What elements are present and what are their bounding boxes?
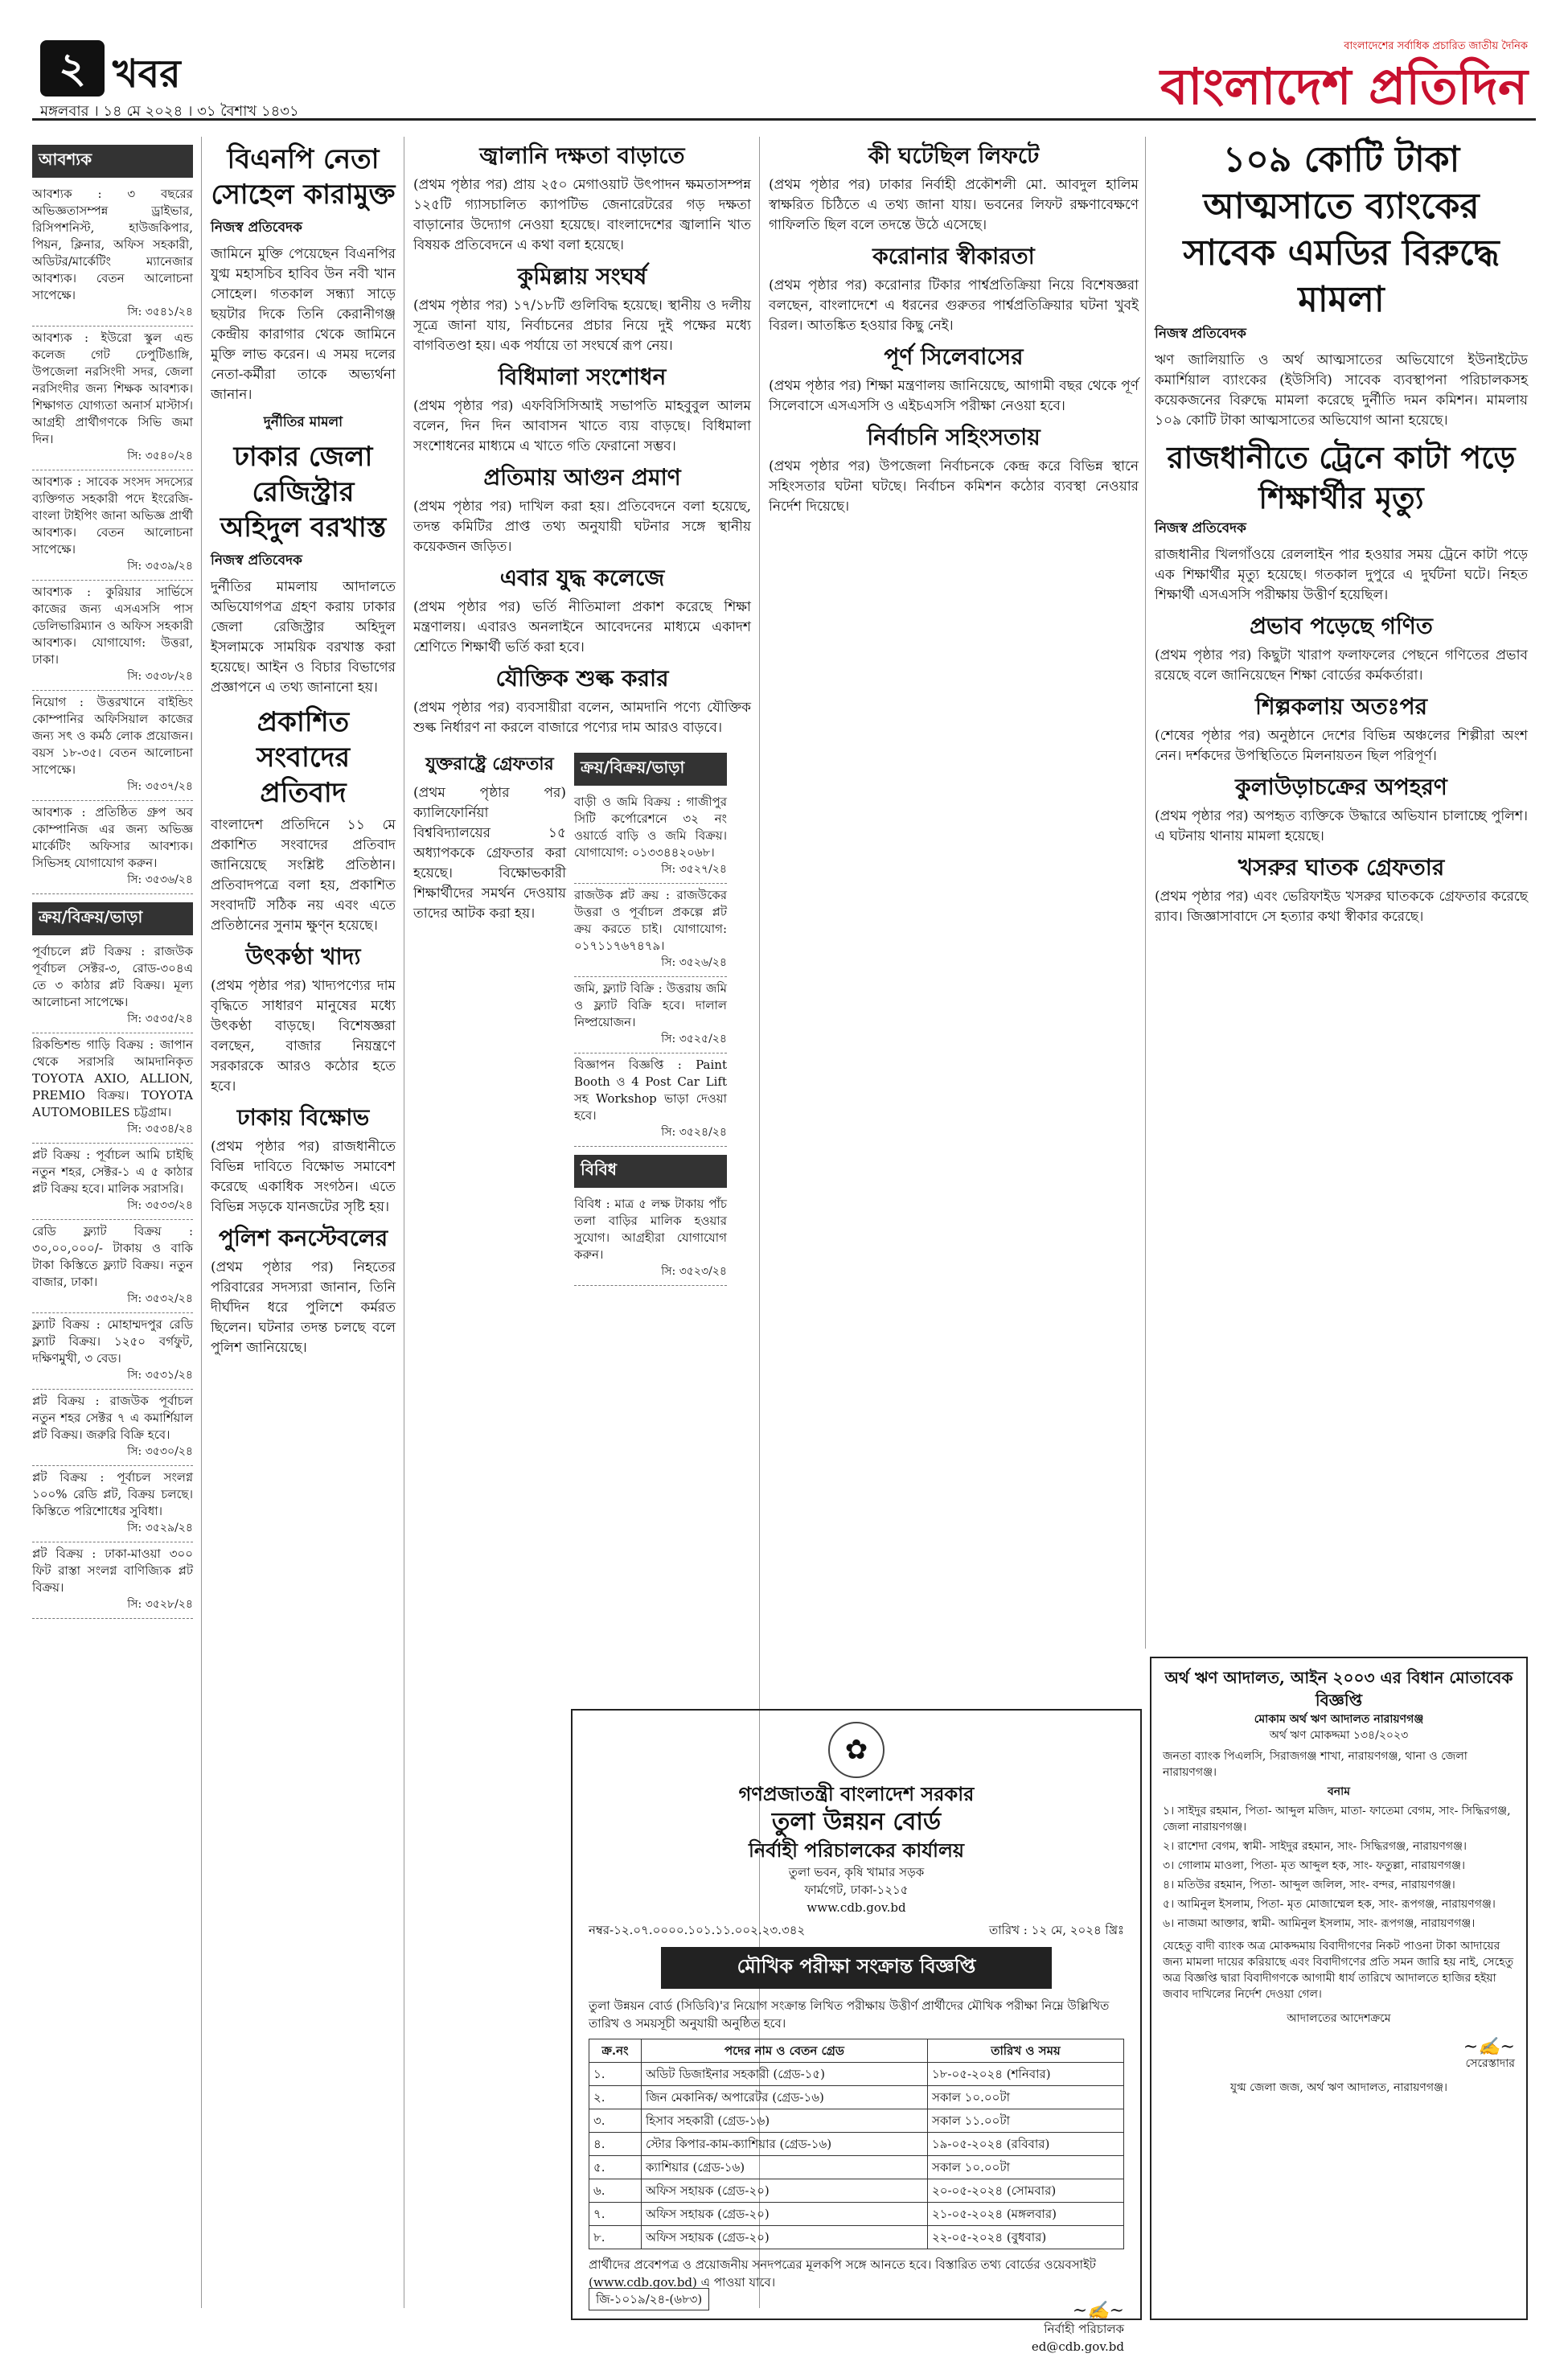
- table-cell-date: ২০-০৫-২০২৪ (সোমবার): [927, 2179, 1123, 2203]
- story-body: দুর্নীতির মামলায় আদালতে অভিযোগপত্র গ্রহণ করায় ঢাকার জেলা রেজিস্ট্রার অহিদুল ইসলামকে সাময়িক বরখাস্ত করা হয়েছে। আইন ও বিচার বিভাগের প্রজ্ঞাপনে এ তথ্য জানানো হয়।: [211, 579, 396, 696]
- byline: নিজস্ব প্রতিবেদক: [1155, 326, 1246, 342]
- table-cell-post: অফিস সহায়ক (গ্রেড-২০): [641, 2179, 927, 2203]
- ad-text: প্লট বিক্রয় : ঢাকা-মাওয়া ৩০০ ফিট রাস্তা সংলগ্ন বাণিজ্যিক প্লট বিক্রয়।: [32, 1546, 193, 1595]
- page-number: ২: [40, 40, 105, 97]
- ad-text: প্লট বিক্রয় : পূর্বাচল আমি চাইছি নতুন শহর, সেক্টর-১ এ ৫ কাঠার প্লট বিক্রয় হবে। মালিক সরাসরি।: [32, 1148, 193, 1196]
- classified-ad: [32, 691, 193, 801]
- table-cell-post: ক্যাশিয়ার (গ্রেড-১৬): [641, 2156, 927, 2179]
- table-cell-sl: ১.: [589, 2063, 642, 2086]
- news-column-2: [211, 137, 396, 1365]
- table-cell-post: জিন মেকানিক/ অপারেটর (গ্রেড-১৬): [641, 2086, 927, 2109]
- byline: নিজস্ব প্রতিবেদক: [1155, 520, 1246, 536]
- legal-case: অর্থ ঋণ মোকদ্দমা ১৩৪/২০২৩: [1269, 1729, 1409, 1742]
- table-cell-sl: ২.: [589, 2086, 642, 2109]
- government-notice: [571, 1709, 1142, 2354]
- column-header: তারিখ ও সময়: [927, 2039, 1123, 2063]
- table-cell-sl: ৪.: [589, 2133, 642, 2156]
- table-row: [589, 2179, 1124, 2203]
- table-header-row: [589, 2039, 1124, 2063]
- story-body: (প্রথম পৃষ্ঠার পর) উপজেলা নির্বাচনকে কেন্দ্র করে বিভিন্ন স্থানে সহিংসতার ঘটনা ঘটছে। নির্বাচন কমিশন কঠোর ব্যবস্থা নেওয়ার নির্দেশ দিয়েছে।: [769, 458, 1139, 515]
- signature: ~✍~: [1463, 2037, 1515, 2057]
- sale-list: [32, 940, 193, 1619]
- classified-ad: [32, 1144, 193, 1220]
- headline: বিএনপি নেতা সোহেল কারামুক্ত: [211, 143, 396, 211]
- ad-ref: সি: ৩৫৩৬/২৪: [127, 873, 193, 886]
- classified-heading: বিবিধ: [574, 1155, 727, 1188]
- story-body: (প্রথম পৃষ্ঠার পর) দাখিল করা হয়। প্রতিবেদনে বলা হয়েছে, তদন্ত কমিটির প্রাপ্ত তথ্য অনুযায়ী ঘটনার সঙ্গে স্থানীয় কয়েকজন জড়িত।: [413, 499, 751, 555]
- sub-column-classifieds: [574, 745, 727, 1286]
- table-row: [589, 2109, 1124, 2133]
- table-row: [589, 2063, 1124, 2086]
- ad-ref: সি: ৩৫২৪/২৪: [661, 1126, 727, 1139]
- headline: উৎকণ্ঠা খাদ্য: [245, 943, 361, 970]
- headline: প্রভাব পড়েছে গণিত: [1250, 613, 1433, 639]
- classified-list: [574, 791, 727, 1147]
- ad-text: নিয়োগ : উত্তরখানে বাইন্ডিং কোম্পানির অফিসিয়াল কাজের জন্য সৎ ও কর্মঠ লোক প্রয়োজন। বয়স ১৮-৩৫। বেতন আলোচনা সাপেক্ষে।: [32, 695, 193, 777]
- classified-ad: [32, 1542, 193, 1619]
- classified-ad: [32, 940, 193, 1033]
- ad-ref: সি: ৩৫৩২/২৪: [127, 1292, 193, 1305]
- notice-gov: গণপ্রজাতন্ত্রী বাংলাদেশ সরকার: [738, 1782, 975, 1805]
- ad-text: বিবিধ : মাত্র ৫ লক্ষ টাকায় পাঁচ তলা বাড়ির মালিক হওয়ার সুযোগ। আগ্রহীরা যোগাযোগ করুন।: [574, 1197, 727, 1262]
- headline: ঢাকায় বিক্ষোভ: [236, 1104, 370, 1131]
- notice-memo: নম্বর-১২.০৭.০০০০.১০১.১১.০০২.২৩.৩৪২: [589, 1923, 806, 1937]
- story-body: রাজধানীর খিলগাঁওয়ে রেললাইন পার হওয়ার সময় ট্রেনে কাটা পড়ে এক শিক্ষার্থীর মৃত্যু হয়েছে। গতকাল দুপুরে এ দুর্ঘটনা ঘটে। নিহত শিক্ষার্থী এসএসসি পরীক্ষায় উত্তীর্ণ হয়েছিল।: [1155, 547, 1528, 603]
- table-cell-date: সকাল ১০.০০টা: [927, 2156, 1123, 2179]
- column-divider: [201, 137, 202, 2308]
- classified-heading-sale: ক্রয়/বিক্রয়/ভাড়া: [32, 902, 193, 935]
- story-body: (প্রথম পৃষ্ঠার পর) করোনার টিকার পার্শ্বপ্রতিক্রিয়া নিয়ে বিশেষজ্ঞরা বলছেন, বাংলাদেশে এ ধরনের গুরুতর পার্শ্বপ্রতিক্রিয়ার ঘটনা খুবই বিরল। আতঙ্কিত হওয়ার কিছু নেই।: [769, 277, 1139, 334]
- masthead-tagline: বাংলাদেশের সর্বাধিক প্রচারিত জাতীয় দৈনিক: [1344, 40, 1528, 52]
- notice-address-1: তুলা ভবন, কৃষি খামার সড়ক: [788, 1865, 925, 1879]
- headline: নির্বাচনি সহিংসতায়: [867, 424, 1041, 450]
- news-column-5: [1155, 137, 1528, 934]
- headline: পুলিশ কনস্টেবলের: [218, 1225, 388, 1251]
- table-cell-date: ২১-০৫-২০২৪ (মঙ্গলবার): [927, 2203, 1123, 2226]
- news-column-4: [769, 137, 1139, 524]
- classified-heading: ক্রয়/বিক্রয়/ভাড়া: [574, 753, 727, 786]
- story-body: বাংলাদেশ প্রতিদিনে ১১ মে প্রকাশিত সংবাদের প্রতিবাদ জানিয়েছে সংশ্লিষ্ট প্রতিষ্ঠান। প্রতিবাদপত্রে বলা হয়, প্রকাশিত সংবাদটি সঠিক নয় এবং এতে প্রতিষ্ঠানের সুনাম ক্ষুণ্ন হয়েছে।: [211, 817, 396, 934]
- legal-signature-block: [1163, 2039, 1515, 2072]
- ad-ref: সি: ৩৫৩১/২৪: [127, 1369, 193, 1382]
- classified-ad: [32, 1390, 193, 1466]
- ad-ref: সি: ৩৫২৩/২৪: [661, 1265, 727, 1278]
- story-body: জামিনে মুক্তি পেয়েছেন বিএনপির যুগ্ম মহাসচিব হাবিব উন নবী খান সোহেল। গতকাল সন্ধ্যা সাড়ে ছয়টার দিকে তিনি কেরানীগঞ্জ কেন্দ্রীয় কারাগার থেকে জামিনে মুক্তি লাভ করেন। এ সময় দলের নেতা-কর্মীরা তাকে অভ্যর্থনা জানান।: [211, 246, 396, 403]
- headline: ঢাকার জেলা রেজিস্ট্রার অহিদুল বরখাস্ত: [220, 441, 387, 544]
- table-cell-post: অফিস সহায়ক (গ্রেড-২০): [641, 2203, 927, 2226]
- ad-ref: সি: ৩৫৩০/২৪: [127, 1445, 193, 1458]
- ad-text: রাজউক প্লট ক্রয় : রাজউকের উত্তরা ও পূর্বাচল প্রকল্পে প্লট ক্রয় করতে চাই। যোগাযোগ: ০১৭১১৭৬৭৪৭৯।: [574, 888, 727, 953]
- byline: নিজস্ব প্রতিবেদক: [211, 552, 302, 569]
- byline: নিজস্ব প্রতিবেদক: [211, 220, 302, 236]
- table-cell-date: সকাল ১০.০০টা: [927, 2086, 1123, 2109]
- table-cell-date: ১৮-০৫-২০২৪ (শনিবার): [927, 2063, 1123, 2086]
- story-body: (প্রথম পৃষ্ঠার পর) রাজধানীতে বিভিন্ন দাবিতে বিক্ষোভ সমাবেশ করেছে একাধিক সংগঠন। এতে বিভিন্ন সড়কে যানজটের সৃষ্টি হয়।: [211, 1139, 396, 1215]
- defendant-entry: ৪। মতিউর রহমান, পিতা- আব্দুল জলিল, সাং- বন্দর, নারায়ণগঞ্জ।: [1163, 1879, 1455, 1891]
- ad-ref: সি: ৩৫২৯/২৪: [127, 1522, 193, 1534]
- column-header: ক্র.নং: [589, 2039, 642, 2063]
- headline: যুক্তরাষ্ট্রে গ্রেফতার: [425, 754, 554, 774]
- classified-ad: [32, 1033, 193, 1144]
- table-cell-post: অডিট ডিজাইনার সহকারী (গ্রেড-১৫): [641, 2063, 927, 2086]
- classified-ad: [32, 801, 193, 894]
- headline: করোনার স্বীকারতা: [872, 243, 1035, 269]
- table-cell-date: ১৯-০৫-২০২৪ (রবিবার): [927, 2133, 1123, 2156]
- ad-ref: সি: ৩৫৩৫/২৪: [127, 1012, 193, 1025]
- classified-ad: [32, 1466, 193, 1542]
- ad-text: বাড়ী ও জমি বিক্রয় : গাজীপুর সিটি কর্পোরেশনে ৩২ নং ওয়ার্ডে বাড়ি ও জমি বিক্রয়। যোগাযোগ: ০১৩৩৪৪২০৬৮।: [574, 795, 727, 860]
- headline: বিধিমালা সংশোধন: [498, 363, 667, 390]
- story-body: ঋণ জালিয়াতি ও অর্থ আত্মসাতের অভিযোগে ইউনাইটেড কমার্শিয়াল ব্যাংকের (ইউসিবি) সাবেক ব্যবস্থাপনা পরিচালকসহ কয়েকজনের বিরুদ্ধে মামলা করেছে দুর্নীতি দমন কমিশন। মামলায় ১০৯ কোটি টাকা আত্মসাতের অভিযোগ আনা হয়েছে।: [1155, 352, 1528, 429]
- table-cell-sl: ৬.: [589, 2179, 642, 2203]
- news-column-3: [413, 137, 751, 1286]
- story-body: (প্রথম পৃষ্ঠার পর) ভর্তি নীতিমালা প্রকাশ করেছে শিক্ষা মন্ত্রণালয়। এবারও অনলাইনে আবেদনের মাধ্যমে একাদশ শ্রেণিতে শিক্ষার্থী ভর্তি করা হবে।: [413, 599, 751, 655]
- story-body: (প্রথম পৃষ্ঠার পর) এবং ভেরিফাইড খসরুর ঘাতককে গ্রেফতার করেছে র‌্যাব। জিজ্ঞাসাবাদে সে হত্যার কথা স্বীকার করেছে।: [1155, 889, 1528, 925]
- ad-ref: সি: ৩৫৩৭/২৪: [127, 780, 193, 793]
- sub-column: [413, 745, 566, 930]
- ad-text: আবশ্যক : সাবেক সংসদ সদস্যের ব্যক্তিগত সহকারী পদে ইংরেজি-বাংলা টাইপিং জানা অভিজ্ঞ প্রার্থী আবশ্যক। বেতন আলোচনা সাপেক্ষে।: [32, 474, 193, 557]
- notice-address-2: ফার্মগেট, ঢাকা-১২১৫: [804, 1883, 909, 1897]
- ad-text: আবশ্যক : কুরিয়ার সার্ভিসে কাজের জন্য এসএসসি পাস ডেলিভারিম্যান ও অফিস সহকারী আবশ্যক। যোগাযোগ: উত্তরা, ঢাকা।: [32, 585, 193, 667]
- notice-memo-row: [589, 1921, 1124, 1939]
- story-body: (প্রথম পৃষ্ঠার পর) এফবিসিসিআই সভাপতি মাহবুবুল আলম বলেন, দিন দিন আবাসন খাতে ব্যয় বাড়ছে। বিধিমালা সংশোধনের মাধ্যমে এ খাতে গতি ফেরানো সম্ভব।: [413, 398, 751, 454]
- headline: জ্বালানি দক্ষতা বাড়াতে: [479, 142, 685, 169]
- ad-text: রেডি ফ্ল্যাট বিক্রয় : ৩০,০০,০০০/- টাকায় ও বাকি টাকা কিস্তিতে ফ্ল্যাট বিক্রয়। নতুন বাজার, ঢাকা।: [32, 1224, 193, 1289]
- column-divider: [1145, 137, 1146, 1649]
- masthead: [1160, 39, 1528, 118]
- story-body: (প্রথম পৃষ্ঠার পর) প্রায় ২৫০ মেগাওয়াট উৎপাদন ক্ষমতাসম্পন্ন ১২৫টি গ্যাসচালিত ক্যাপটিভ জেনারেটরের গড় দক্ষতা বাড়ানোর উদ্যোগ নেওয়া হয়েছে। বাংলাদেশের জ্বালানি খাত বিষয়ক প্রতিবেদনে এ কথা বলা হয়েছে।: [413, 177, 751, 253]
- notice-website: www.cdb.gov.bd: [807, 1900, 906, 1915]
- table-row: [589, 2226, 1124, 2249]
- notice-sign: নির্বাহী পরিচালক: [1044, 2322, 1124, 2336]
- defendant-entry: ১। সাইদুর রহমান, পিতা- আব্দুল মজিদ, মাতা- ফাতেমা বেগম, সাং- সিদ্ধিরগঞ্জ, জেলা নারায়ণগঞ্জ।: [1163, 1805, 1511, 1834]
- headline: কুলাউড়াচক্রের অপহরণ: [1235, 774, 1447, 800]
- classified-ad: [32, 1313, 193, 1390]
- table-row: [589, 2156, 1124, 2179]
- ad-text: জমি, ফ্ল্যাট বিক্রি : উত্তরায় জমি ও ফ্ল্যাট বিক্রি হবে। দালাল নিষ্প্রয়োজন।: [574, 981, 727, 1029]
- legal-versus: বনাম: [1328, 1785, 1350, 1798]
- masthead-logo: বাংলাদেশ প্রতিদিন: [1160, 57, 1528, 116]
- notice-date: তারিখ : ১২ মে, ২০২৪ খ্রিঃ: [989, 1923, 1124, 1937]
- ad-text: আবশ্যক : প্রতিষ্ঠিত গ্রুপ অব কোম্পানিজ এর জন্য অভিজ্ঞ মার্কেটিং অফিসার আবশ্যক। সিভিসহ যোগাযোগ করুন।: [32, 805, 193, 870]
- newspaper-page: [32, 32, 1536, 2354]
- table-row: [589, 2133, 1124, 2156]
- story-body: (প্রথম পৃষ্ঠার পর) ব্যবসায়ীরা বলেন, আমদানি পণ্যে যৌক্তিক শুল্ক নির্ধারণ না করলে বাজারে পণ্যের দাম আরও বাড়বে।: [413, 700, 751, 736]
- legal-footer: যুগ্ম জেলা জজ, অর্থ ঋণ আদালত, নারায়ণগঞ্জ।: [1230, 2081, 1447, 2094]
- table-cell-date: সকাল ১১.০০টা: [927, 2109, 1123, 2133]
- table-cell-sl: ৩.: [589, 2109, 642, 2133]
- table-cell-date: ২২-০৫-২০২৪ (বুধবার): [927, 2226, 1123, 2249]
- defendant-entry: ২। রাশেদা বেগম, স্বামী- সাইদুর রহমান, সাং- সিদ্ধিরগঞ্জ, নারায়ণগঞ্জ।: [1163, 1840, 1467, 1853]
- defendant-list: [1163, 1803, 1515, 1932]
- headline: প্রতিমায় আগুন প্রমাণ: [483, 464, 681, 491]
- ad-ref: সি: ৩৫৩৮/২৪: [127, 670, 193, 683]
- headline: খসরুর ঘাতক গ্রেফতার: [1238, 854, 1445, 881]
- classified-ad: [32, 470, 193, 581]
- court-notice: [1150, 1657, 1528, 2320]
- story-body: (প্রথম পৃষ্ঠার পর) ১৭/১৮টি গুলিবিদ্ধ হয়েছে। স্থানীয় ও দলীয় সূত্রে জানা যায়, নির্বাচনের প্রচার নিয়ে দুই পক্ষের মধ্যে বাগবিতণ্ডা হয়। এক পর্যায়ে তা সংঘর্ষে রূপ নেয়।: [413, 298, 751, 354]
- classified-ad: [574, 977, 727, 1054]
- classified-ad: [574, 791, 727, 884]
- table-cell-post: হিসাব সহকারী (গ্রেড-১৬): [641, 2109, 927, 2133]
- legal-title: অর্থ ঋণ আদালত, আইন ২০০৩ এর বিধান মোতাবেক বিজ্ঞপ্তি: [1164, 1668, 1513, 1710]
- story-body: (প্রথম পৃষ্ঠার পর) কিছুটা খারাপ ফলাফলের পেছনে গণিতের প্রভাব রয়েছে বলে জানিয়েছেন শিক্ষা বোর্ডের কর্মকর্তারা।: [1155, 647, 1528, 684]
- classified-ad: [32, 581, 193, 691]
- ad-text: প্লট বিক্রয় : রাজউক পূর্বাচল নতুন শহর সেক্টর ৭ এ কমার্শিয়াল প্লট বিক্রয়। জরুরি বিক্রি হবে।: [32, 1394, 193, 1442]
- table-cell-sl: ৮.: [589, 2226, 642, 2249]
- dateline: মঙ্গলবার । ১৪ মে ২০২৪ । ৩১ বৈশাখ ১৪৩১: [40, 103, 299, 120]
- notice-footer: প্রার্থীদের প্রবেশপত্র ও প্রয়োজনীয় সনদপত্রের মূলকপি সঙ্গে আনতে হবে। বিস্তারিত তথ্য বোর্ডের ওয়েবসাইট (www.cdb.gov.bd) এ পাওয়া যাবে।: [589, 2257, 1096, 2290]
- legal-court: মোকাম অর্থ ঋণ আদালত নারায়ণগঞ্জ: [1254, 1713, 1424, 1726]
- ad-text: আবশ্যক : ইউরো স্কুল এন্ড কলেজ গেট ঢেপুটিঙাঙ্গি, উপজেলা নরসিংদী সদর, জেলা নরসিংদীর জন্য শিক্ষক আবশ্যক। শিক্ষাগত যোগ্যতা অনার্স মাস্টার্স। আগ্রহী প্রার্থীগণকে সিভি জমা দিন।: [32, 331, 193, 446]
- classified-ad: [32, 1220, 193, 1313]
- ad-ref: সি: ৩৫২৭/২৪: [661, 863, 727, 876]
- story-body: (প্রথম পৃষ্ঠার পর) শিক্ষা মন্ত্রণালয় জানিয়েছে, আগামী বছর থেকে পূর্ণ সিলেবাসে এসএসসি ও এইচএসসি পরীক্ষা নেওয়া হবে।: [769, 378, 1139, 414]
- notice-org: তুলা উন্নয়ন বোর্ড: [771, 1808, 942, 1836]
- government-emblem-icon: ✿: [828, 1722, 885, 1778]
- legal-order: আদালতের আদেশক্রমে: [1287, 2012, 1391, 2025]
- legal-seal: সেরেস্তাদার: [1465, 2057, 1515, 2070]
- table-cell-sl: ৭.: [589, 2203, 642, 2226]
- notice-banner: মৌখিক পরীক্ষা সংক্রান্ত বিজ্ঞপ্তি: [661, 1947, 1052, 1989]
- legal-plaintiff: জনতা ব্যাংক পিএলসি, সিরাজগঞ্জ শাখা, নারায়ণগঞ্জ, থানা ও জেলা নারায়ণগঞ্জ।: [1163, 1750, 1467, 1779]
- classified-ad: [574, 884, 727, 977]
- headline: কী ঘটেছিল লিফটে: [868, 142, 1040, 169]
- notice-office: নির্বাহী পরিচালকের কার্যালয়: [748, 1838, 965, 1862]
- notice-intro: তুলা উন্নয়ন বোর্ড (সিডিবি)'র নিয়োগ সংক্রান্ত লিখিত পরীক্ষায় উত্তীর্ণ প্রার্থীদের মৌখিক পরীক্ষা নিম্নে উল্লিখিত তারিখ ও সময়সূচী অনুযায়ী অনুষ্ঠিত হবে।: [589, 1998, 1110, 2031]
- table-row: [589, 2203, 1124, 2226]
- ad-text: পূর্বাচলে প্লট বিক্রয় : রাজউক পূর্বাচল সেক্টর-৩, রোড-৩০৪এ তে ৩ কাঠার প্লট বিক্রয়। মূল্য আলোচনা সাপেক্ষে।: [32, 944, 193, 1009]
- headline: শিল্পকলায় অতঃপর: [1255, 693, 1427, 720]
- ad-ref: সি: ৩৫২৬/২৪: [661, 956, 727, 969]
- ad-ref: সি: ৩৫৪১/২৪: [127, 306, 193, 318]
- ad-ref: সি: ৩৫২৮/২৪: [127, 1598, 193, 1611]
- classified-heading-wanted: আবশ্যক: [32, 145, 193, 178]
- ad-ref: সি: ৩৫৩৪/২৪: [127, 1123, 193, 1136]
- notice-email: ed@cdb.gov.bd: [1031, 2339, 1124, 2354]
- table-cell-sl: ৫.: [589, 2156, 642, 2179]
- headline: প্রকাশিত সংবাদের প্রতিবাদ: [256, 706, 351, 809]
- story-body: (প্রথম পৃষ্ঠার পর) ঢাকার নির্বাহী প্রকৌশলী মো. আবদুল হালিম স্বাক্ষরিত চিঠিতে এ তথ্য জানা যায়। ভবনের লিফট রক্ষণাবেক্ষণে গাফিলতি ছিল বলে তদন্তে উঠে এসেছে।: [769, 177, 1139, 233]
- notice-code: জি-১০১৯/২৪-(৬৮৩): [589, 2288, 709, 2310]
- classifieds-column: [32, 137, 193, 1619]
- legal-body: যেহেতু বাদী ব্যাংক অত্র মোকদ্দমায় বিবাদীগণের নিকট পাওনা টাকা আদায়ের জন্য মামলা দায়ের করিয়াছে এবং বিবাদীগণের প্রতি সমন জারি হয় নাই, সেহেতু অত্র বিজ্ঞপ্তি দ্বারা বিবাদীগণকে আগামী ধার্য তারিখে আদালতে হাজির হইয়া জবাব দাখিলের নির্দেশ দেওয়া গেল।: [1163, 1940, 1514, 2001]
- signature: ~✍~: [1072, 2301, 1124, 2321]
- headline: যৌক্তিক শুল্ক করার: [495, 665, 669, 692]
- ad-text: প্লট বিক্রয় : পূর্বাচল সংলগ্ন ১০০% রেডি প্লট, বিক্রয় চলছে। কিস্তিতে পরিশোধের সুবিধা।: [32, 1470, 193, 1518]
- headline: এবার যুদ্ধ কলেজে: [499, 565, 665, 591]
- section-name: খবর: [113, 51, 181, 97]
- defendant-entry: ৬। নাজমা আক্তার, স্বামী- আমিনুল ইসলাম, সাং- রূপগঞ্জ, নারায়ণগঞ্জ।: [1163, 1917, 1476, 1930]
- table-cell-post: অফিস সহায়ক (গ্রেড-২০): [641, 2226, 927, 2249]
- table-row: [589, 2086, 1124, 2109]
- story-body: (প্রথম পৃষ্ঠার পর) অপহৃত ব্যক্তিকে উদ্ধারে অভিযান চালাচ্ছে পুলিশ। এ ঘটনায় থানায় মামলা হয়েছে।: [1155, 808, 1528, 844]
- story-body: (শেষের পৃষ্ঠার পর) অনুষ্ঠানে দেশের বিভিন্ন অঞ্চলের শিল্পীরা অংশ নেন। দর্শকদের উপস্থিতিতে মিলনায়তন ছিল পরিপূর্ণ।: [1155, 728, 1528, 764]
- headline: পূর্ণ সিলেবাসের: [884, 343, 1024, 370]
- lead-headline: ১০৯ কোটি টাকা আত্মসাতে ব্যাংকের সাবেক এমডির বিরুদ্ধে মামলা: [1183, 139, 1500, 320]
- classified-ad: [32, 183, 193, 327]
- classified-ad: [32, 327, 193, 470]
- defendant-entry: ৩। গোলাম মাওলা, পিতা- মৃত আব্দুল হক, সাং- ফতুল্লা, নারায়ণগঞ্জ।: [1163, 1859, 1465, 1872]
- defendant-entry: ৫। আমিনুল ইসলাম, পিতা- মৃত মোজাম্মেল হক, সাং- রূপগঞ্জ, নারায়ণগঞ্জ।: [1163, 1898, 1496, 1911]
- story-body: (প্রথম পৃষ্ঠার পর) ক্যালিফোর্নিয়া বিশ্ববিদ্যালয়ের ১৫ অধ্যাপককে গ্রেফতার করা হয়েছে। বিক্ষোভকারী শিক্ষার্থীদের সমর্থন দেওয়ায় তাদের আটক করা হয়।: [413, 785, 566, 922]
- ad-text: আবশ্যক : ৩ বছরের অভিজ্ঞতাসম্পন্ন ড্রাইভার, রিসিপশনিস্ট, হাউজকিপার, পিয়ন, ক্লিনার, অফিস সহকারী, অডিটর/মার্কেটিং ম্যানেজার আবশ্যক। বেতন আলোচনা সাপেক্ষে।: [32, 187, 193, 302]
- headline: কুমিল্লায় সংঘর্ষ: [517, 263, 647, 290]
- column-header: পদের নাম ও বেতন গ্রেড: [641, 2039, 927, 2063]
- classified-ad: [574, 1193, 727, 1286]
- story-body: (প্রথম পৃষ্ঠার পর) নিহতের পরিবারের সদস্যরা জানান, তিনি দীর্ঘদিন ধরে পুলিশে কর্মরত ছিলেন। ঘটনার তদন্ত চলছে বলে পুলিশ জানিয়েছে।: [211, 1259, 396, 1356]
- ad-ref: সি: ৩৫৩৩/২৪: [127, 1199, 193, 1212]
- ad-ref: সি: ৩৫৪০/২৪: [127, 450, 193, 462]
- ad-text: বিজ্ঞাপন বিজ্ঞপ্তি : Paint Booth ও 4 Post Car Lift সহ Workshop ভাড়া দেওয়া হবে।: [574, 1058, 727, 1123]
- interview-schedule-table: [589, 2039, 1124, 2249]
- table-cell-post: স্টোর কিপার-কাম-ক্যাশিয়ার (গ্রেড-১৬): [641, 2133, 927, 2156]
- story-body: (প্রথম পৃষ্ঠার পর) খাদ্যপণ্যের দাম বৃদ্ধিতে সাধারণ মানুষের মধ্যে উৎকণ্ঠা বাড়ছে। বিশেষজ্ঞরা বলছেন, বাজার নিয়ন্ত্রণে সরকারকে আরও কঠোর হতে হবে।: [211, 978, 396, 1095]
- folio-header: [32, 32, 1536, 121]
- ad-text: ফ্ল্যাট বিক্রয় : মোহাম্মদপুর রেডি ফ্ল্যাট বিক্রয়। ১২৫০ বর্গফুট, দক্ষিণমুখী, ৩ বেড।: [32, 1317, 193, 1366]
- ad-ref: সি: ৩৫৩৯/২৪: [127, 560, 193, 573]
- ad-text: রিকন্ডিশন্ড গাড়ি বিক্রয় : জাপান থেকে সরাসরি আমদানিকৃত TOYOTA AXIO, ALLION, PREMIO বিক্রয়। TOYOTA AUTOMOBILES চট্টগ্রাম।: [32, 1037, 193, 1119]
- wanted-list: [32, 183, 193, 894]
- kicker: দুর্নীতির মামলা: [263, 414, 343, 430]
- headline: রাজধানীতে ট্রেনে কাটা পড়ে শিক্ষার্থীর মৃত্যু: [1167, 439, 1516, 515]
- classified-ad: [574, 1054, 727, 1147]
- ad-ref: সি: ৩৫২৫/২৪: [661, 1033, 727, 1045]
